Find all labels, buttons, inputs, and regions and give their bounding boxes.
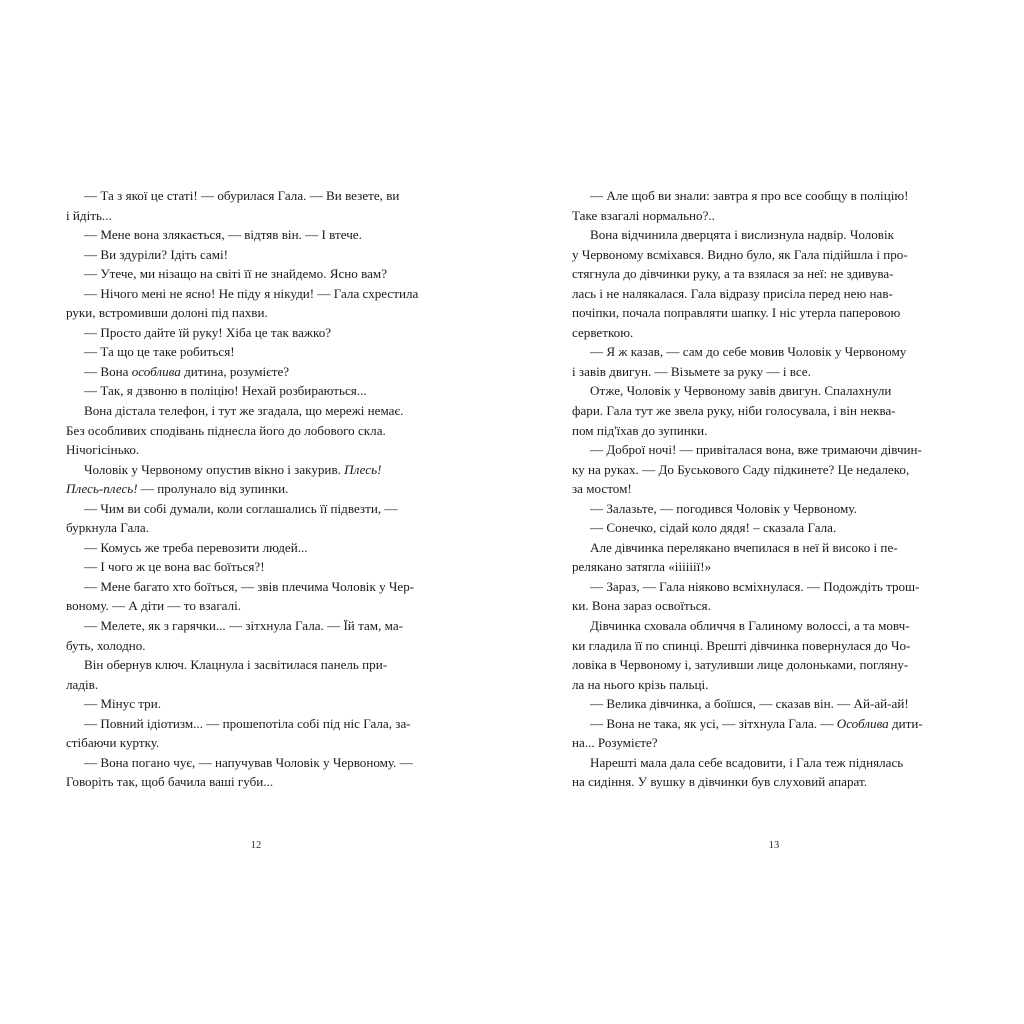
text-line — [572, 596, 958, 616]
text-line — [572, 401, 958, 421]
body-text: Говоріть так, щоб бачила ваші губи... — [66, 774, 274, 790]
body-text: — Залазьте, — погодився Чоловік у Червоному. — [590, 500, 857, 516]
body-text: дити- — [888, 715, 923, 731]
text-line — [66, 596, 452, 616]
body-text: ки. Вона зараз освоїться. — [572, 598, 711, 614]
body-text: стягнула до дівчинки руку, а та взялася за неї: не здивува- — [572, 266, 894, 282]
body-text: — Так, я дзвоню в поліцію! Нехай розбираються... — [84, 383, 367, 399]
text-line — [572, 284, 958, 304]
text-line — [66, 655, 452, 675]
text-line — [572, 538, 958, 558]
body-text: — Вона не така, як усі, — зітхнула Гала. — — [590, 715, 837, 731]
body-text: ки гладила її по спинці. Врешті дівчинка повернулася до Чо- — [572, 637, 911, 653]
text-line — [572, 772, 958, 792]
body-text: релякано затягла «іііііії!» — [572, 559, 712, 575]
text-line — [572, 636, 958, 656]
text-line — [572, 206, 958, 226]
text-line — [66, 694, 452, 714]
body-text: Дівчинка сховала обличчя в Галиному волоссі, а та мовч- — [590, 618, 910, 634]
body-text: — Комусь же треба перевозити людей... — [84, 539, 308, 555]
text-line — [572, 186, 958, 206]
body-text: — Вона погано чує, — напучував Чоловік у Червоному. — — [84, 754, 413, 770]
body-text: Він обернув ключ. Клацнула і засвітилася панель при- — [84, 657, 388, 673]
body-text: — Та з якої це статі! — обурилася Гала. — Ви везете, ви — [84, 188, 400, 203]
body-text: стібаючи куртку. — [66, 735, 160, 751]
text-line — [572, 753, 958, 773]
text-line — [66, 479, 452, 499]
text-line — [66, 206, 452, 226]
body-text: — Утече, ми нізащо на світі її не знайдемо. Ясно вам? — [84, 266, 388, 282]
body-text: Але дівчинка перелякано вчепилася в неї й високо і пе- — [590, 539, 898, 555]
body-text: ку на руках. — До Буськового Саду підкинете? Це недалеко, — [572, 461, 910, 477]
body-text: — І чого ж це вона вас боїться?! — [84, 559, 265, 575]
body-text: на сидіння. У вушку в дівчинки був слуховий апарат. — [572, 774, 867, 790]
text-line — [66, 636, 452, 656]
text-line — [66, 323, 452, 343]
text-line — [66, 225, 452, 245]
body-text: за мостом! — [572, 481, 632, 497]
body-text: — Сонечко, сідай коло дядя! – сказала Гала. — [590, 520, 837, 536]
body-text: — Зараз, — Гала ніяково всміхнулася. — Подождіть трош- — [590, 578, 920, 594]
text-line — [572, 460, 958, 480]
emphasized-text: Особлива — [836, 715, 889, 731]
text-line — [66, 714, 452, 734]
body-text: лась і не налякалася. Гала відразу присіла перед нею нав- — [572, 285, 893, 301]
body-text: і завів двигун. — Візьмете за руку — і все. — [572, 363, 811, 379]
body-text: — Та що це таке робиться! — [84, 344, 235, 360]
body-text: — пролунало від зупинки. — [137, 481, 289, 497]
text-line — [572, 245, 958, 265]
body-text: Вона відчинила дверцята і вислизнула надвір. Чоловік — [590, 227, 894, 243]
text-line — [66, 753, 452, 773]
text-line — [572, 577, 958, 597]
body-text: — Мінус три. — [84, 696, 161, 712]
body-text: — Нічого мені не ясно! Не піду я нікуди! — Гала схрестила — [84, 285, 419, 301]
body-text: пом під'їхав до зупинки. — [572, 422, 708, 438]
text-line — [572, 518, 958, 538]
body-text: буркнула Гала. — [66, 520, 150, 536]
body-text: — Просто дайте їй руку! Хіба це так важко? — [84, 324, 332, 340]
text-line — [572, 362, 958, 382]
body-text: — Доброї ночі! — привіталася вона, вже тримаючи дівчин- — [590, 442, 922, 458]
text-line — [572, 479, 958, 499]
text-line — [572, 733, 958, 753]
body-text: Вона дістала телефон, і тут же згадала, що мережі немає. — [84, 403, 404, 419]
body-text: Без особливих сподівань піднесла його до лобового скла. — [66, 422, 386, 438]
body-text: — Ви здуріли? Ідіть самі! — [84, 246, 229, 262]
text-line — [572, 675, 958, 695]
body-text: Нічогісінько. — [66, 442, 140, 458]
text-line — [572, 421, 958, 441]
text-line — [572, 616, 958, 636]
emphasized-text: Плесь! — [344, 461, 382, 477]
text-line — [572, 557, 958, 577]
text-line — [66, 518, 452, 538]
body-text: на... Розумієте? — [572, 735, 658, 751]
body-text: — Але щоб ви знали: завтра я про все сообщу в поліцію! — [590, 188, 909, 203]
text-line — [66, 440, 452, 460]
body-text: буть, холодно. — [66, 637, 146, 653]
body-text: Чоловік у Червоному опустив вікно і закурив. — [84, 461, 345, 477]
text-line — [572, 440, 958, 460]
body-text: ладів. — [66, 676, 99, 692]
page-right-folio: 13 — [768, 840, 780, 851]
body-text: Нарешті мала дала себе всадовити, і Гала теж піднялась — [590, 754, 904, 770]
body-text: ла на нього крізь пальці. — [572, 676, 709, 692]
text-line — [66, 381, 452, 401]
body-text: Отже, Чоловік у Червоному завів двигун. Спалахнули — [590, 383, 892, 399]
text-line — [66, 362, 452, 382]
page-right — [512, 0, 1024, 1024]
body-text: Таке взагалі нормально?.. — [572, 207, 715, 223]
body-text: — Чим ви собі думали, коли соглашались її підвезти, — — [84, 500, 398, 516]
page-left-text — [66, 186, 452, 792]
text-line — [66, 284, 452, 304]
text-line — [66, 186, 452, 206]
text-line — [572, 342, 958, 362]
text-line — [572, 499, 958, 519]
text-line — [572, 714, 958, 734]
text-line — [66, 772, 452, 792]
text-line — [572, 381, 958, 401]
text-line — [66, 577, 452, 597]
text-line — [66, 421, 452, 441]
emphasized-text: Плесь-плесь! — [66, 481, 138, 497]
text-line — [66, 538, 452, 558]
text-line — [572, 303, 958, 323]
body-text: — Мелете, як з гарячки... — зітхнула Гала. — Їй там, ма- — [84, 618, 403, 634]
emphasized-text: особлива — [131, 363, 181, 379]
body-text: воному. — А діти — то взагалі. — [66, 598, 242, 614]
text-line — [66, 401, 452, 421]
body-text: — Я ж казав, — сам до себе мовив Чоловік у Червоному — [590, 344, 907, 360]
page-left-folio: 12 — [250, 840, 262, 851]
page-right-text — [572, 186, 958, 792]
text-line — [572, 225, 958, 245]
text-line — [66, 616, 452, 636]
body-text: ловіка в Червоному і, затуливши лице долоньками, погляну- — [572, 657, 909, 673]
text-line — [66, 303, 452, 323]
text-line — [66, 499, 452, 519]
body-text: у Червоному всміхався. Видно було, як Гала підійшла і про- — [572, 246, 908, 262]
text-line — [66, 557, 452, 577]
text-line — [66, 460, 452, 480]
body-text: руки, встромивши долоні під пахви. — [66, 305, 268, 321]
text-line — [572, 264, 958, 284]
text-line — [66, 245, 452, 265]
body-text: — Повний ідіотизм... — прошепотіла собі під ніс Гала, за- — [84, 715, 411, 731]
text-line — [66, 264, 452, 284]
text-line — [66, 342, 452, 362]
text-line — [66, 675, 452, 695]
body-text: — Мене багато хто боїться, — звів плечима Чоловік у Чер- — [84, 578, 415, 594]
body-text: — Велика дівчинка, а боїшся, — сказав він. — Ай-ай-ай! — [590, 696, 909, 712]
text-line — [66, 733, 452, 753]
body-text: серветкою. — [572, 324, 634, 340]
text-line — [572, 655, 958, 675]
text-line — [572, 694, 958, 714]
body-text: — Вона — [84, 363, 132, 379]
body-text: і йдіть... — [66, 207, 112, 223]
body-text: фари. Гала тут же звела руку, ніби голосувала, і він неква- — [572, 403, 896, 419]
body-text: дитина, розумієте? — [180, 363, 290, 379]
body-text: — Мене вона злякається, — відтяв він. — І втече. — [84, 227, 362, 243]
text-line — [572, 323, 958, 343]
body-text: почіпки, почала поправляти шапку. І ніс утерла паперовою — [572, 305, 901, 321]
